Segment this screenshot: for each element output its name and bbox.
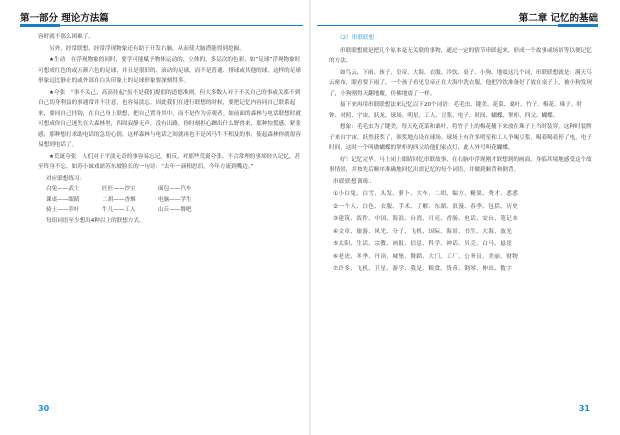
- paragraph-definition: 串联联想就是把几个原本毫无关联的事物，通过一定的情节串联起来，形成一个故事或场景等以便记忆的方法。: [329, 47, 592, 64]
- pair-item: 骑士——乔叶: [46, 207, 80, 213]
- left-page-header: [20, 8, 303, 26]
- drill-item: ③建筑、饭件、中国、海浪、台湾、月亮、香肠、电话、安台、笔记本: [333, 216, 519, 222]
- pair-row: [46, 205, 301, 216]
- right-page-body: [329, 32, 592, 277]
- drill-item: ①小白兔、白雪、头发、萝卜、大车、二胡、编方、糖果、秀才、悉悉: [333, 191, 519, 197]
- paragraph-example: 如鸟云、下雨、孩子、皇帝、大海、衣服、冷饮、桌子、小狗、地震这几个词，串联联想就是：满天乌云密布，眼看要下雨了，一个孩子看见皇帝正在大海中洗衣服，他把冷饮准备好了放在桌子上，被小狗发现了，小狗刚得天翻地覆，仿佛地震了一样。: [329, 69, 592, 97]
- pair-item: 牛儿——工人: [102, 207, 136, 213]
- pair-item: 面包——汽车: [158, 186, 192, 192]
- pair-item: 课桌——眼睛: [46, 196, 80, 203]
- pair-item: 白兔——武士: [46, 186, 80, 192]
- paragraph: 另外，经常联想、经常浮现物象还有助于开发右脑，从而使大脑潜能得到挖掘。: [49, 45, 245, 52]
- pair-item: 电脑——学生: [158, 196, 192, 203]
- drill-item: ②一个人、白色、衣服、手术、了解、东湖、浪漫、春季、包括、历史: [333, 203, 519, 210]
- exercise-note: 每组词语至少想出4种以上的联想方式。: [46, 217, 145, 224]
- left-header-title: 第一部分 理论方法篇: [20, 13, 109, 24]
- pair-item: 匠匠——沙宝: [102, 186, 136, 192]
- left-page-body: [38, 32, 301, 227]
- pair-row: [46, 184, 301, 195]
- right-page-header: [317, 8, 598, 26]
- right-page: [311, 0, 620, 435]
- paragraph-word-list: 接下来再用串联联想法来记忆以下20个词语：毛毛虫、键美、花菜、桑叶、竹子、梅花、珠子、时钟、对照、宇宙、跃龙、球场、明星、工人、豆浆、电子、时间、蝴蝶、掌柜、四父、蝴蝶。: [329, 102, 583, 119]
- left-page: [0, 0, 309, 435]
- paragraph-absurd: ★荒诞夸张 人们对于平淡无奇的事容易忘记，相反，对那些荒诞夸张、不合常理的事却经久记忆，甚至终身不忘。如苏小妹戏谑苏东坡脸长的一句诗：“去年一滴相思泪，今年方流到嘴边。”: [38, 153, 301, 170]
- drill-item: ⑦许多、飞机、卫星、游学、我是、粮食、货币、钢琴、伸出、数字: [333, 266, 513, 272]
- paragraph: 容时就不那么困难了。: [38, 34, 94, 40]
- pair-row: [46, 195, 301, 206]
- pair-item: 山丘——舞吧: [158, 207, 192, 213]
- header-accent-bar: [20, 24, 60, 27]
- pair-exercise: [46, 174, 301, 227]
- chain-drill: [333, 177, 592, 275]
- section-subheading: （2）串联联想: [337, 35, 375, 41]
- paragraph-exaggerate: ★夸张 “事不关己，高高挂起”虽不是我们提倡的道德准则，但大多数人对于不关自己的事或关系不到自己切身利益的事通常并不注意，也容易淡忘。因此我们在进行联想的时候，要把记忆内容同自己联系起来，要同自己挂钩，在自己身上联想，把自己置身其中，而不是作为旁观者。如前面的森林与电话联想时就可想成你自己迷失在大森林里，四周寂静无声，没有出路，你时刻担心蹿出什么野兽来，那种惊慌感、紧张感，那种想打求助电话的急切心情，这样森林与电话之间就再也不是风马牛不相及的事，使起森林你就很容易想到电话了。: [38, 89, 301, 148]
- right-page-number: 31: [578, 404, 590, 413]
- drill-item: ⑤太阳、生活、宗教、画报、信息、科学、神话、贝壳、白马、悬崖: [333, 241, 513, 247]
- paragraph-vivid: ★生动 在浮现物象的同时，要学可能赋予物体运动的、立体的、多层次的色彩。如“足球”浮现物象时可想成红色的或五颜六色的足球，并且是很旧的、滚动的足球，而不是普通、排球或其他的球，这样的足球形象远比静止的或外部在白头印象上的足球形象要深刻得多。: [38, 57, 301, 84]
- left-page-number: 30: [38, 404, 50, 413]
- pair-item: 二胡——香烟: [102, 196, 136, 203]
- drill-item: ④文章、旅游、风光、分子、飞机、国际、海景、书生、大海、波光: [333, 228, 513, 235]
- drill-title: 串联联想训练：: [333, 178, 375, 185]
- exercise-title: 对应联想练习：: [46, 175, 86, 182]
- paragraph-story: 想象：毛毛虫为了键美，每天吃花菜和桑叶，将竹子上的梅花捕下来放在珠子上当时装穿，这种时装牌子来自宇宙，跃然获奖了，领奖地点设在球场。球场上有许多明星和工人争喝豆浆，喝着喝着停了电，电子时间，这时一个叫做蝴蝶的掌柜的四父给他们家点灯，此人外号叫花蝴蝶。: [329, 124, 592, 151]
- header-accent-bar: [558, 24, 598, 27]
- drill-item: ⑥老虎、冬季、丹顶、城堡、舞蹈、大门、工厂、公务员、美丽、财物: [333, 253, 519, 260]
- paragraph-recall: 好！记忆完毕。马上闭上眼睛回忆串联故事，在右脑中浮现刚才联想到的画面，身临其境地感受这个故事情景，并按先后顺序准确地回忆出需记忆的每个词语，并做到顺背和倒背。: [329, 156, 592, 173]
- right-header-title: 第二章 记忆的基础: [518, 13, 598, 24]
